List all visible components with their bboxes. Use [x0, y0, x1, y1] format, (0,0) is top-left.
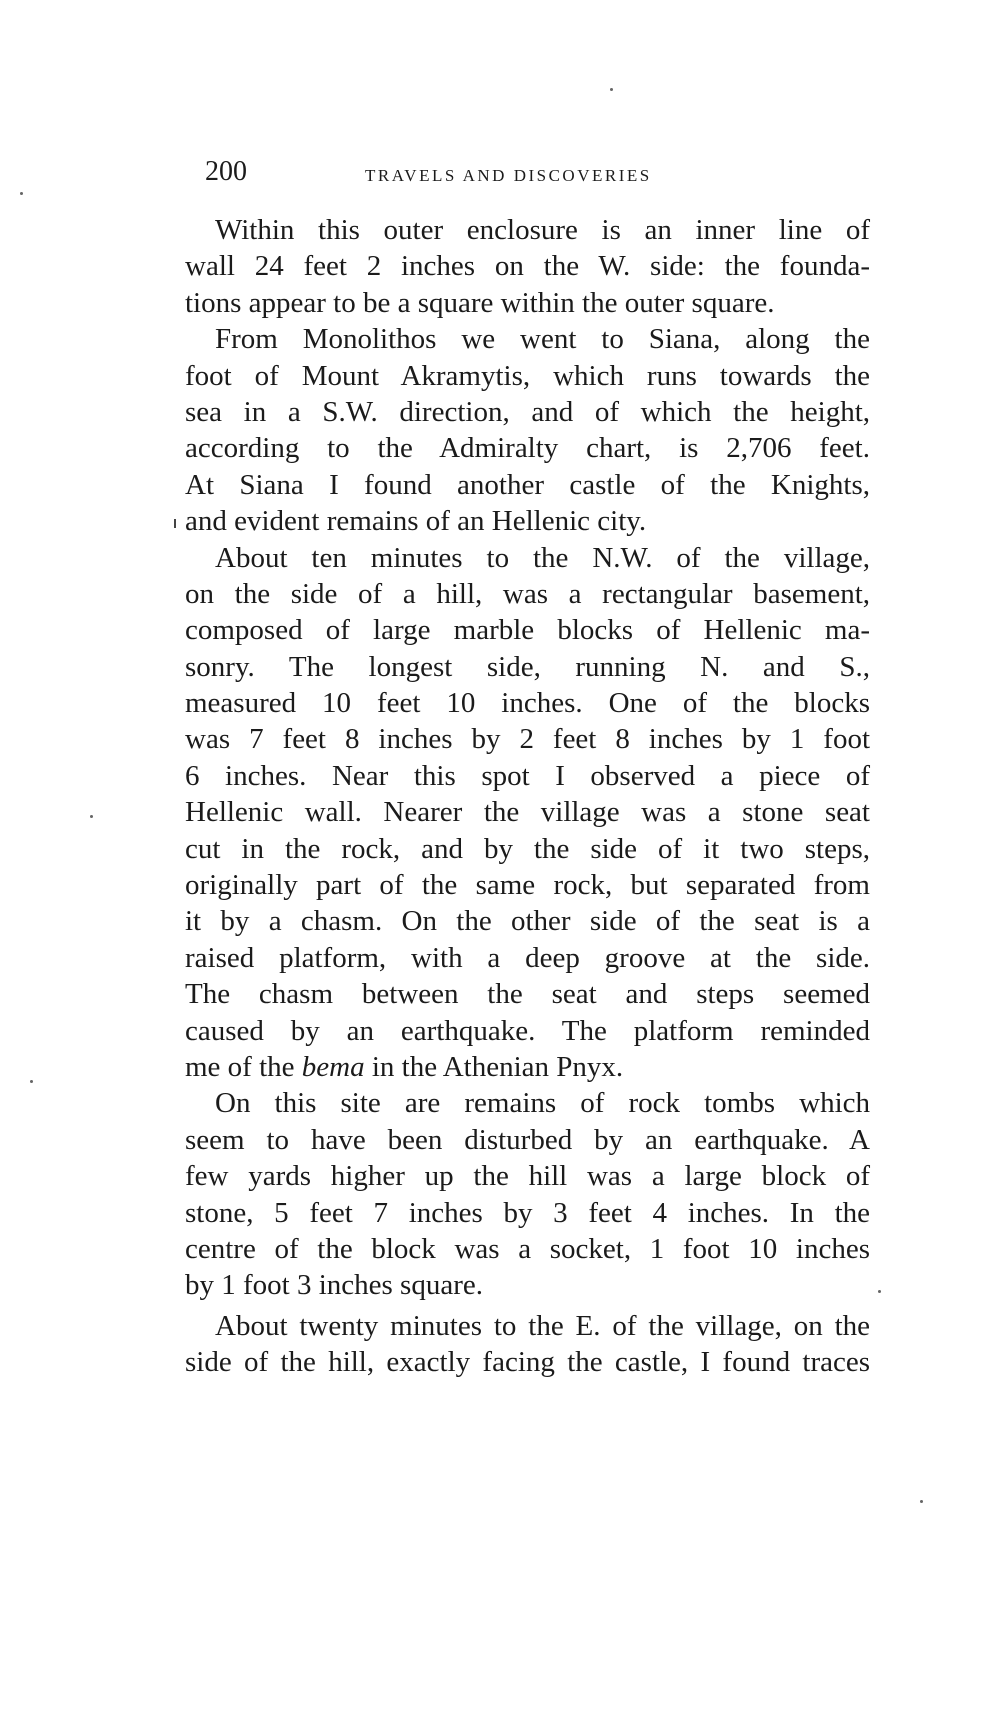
- text-line: raised platform, with a deep groove at the side.: [185, 941, 870, 974]
- text-line: measured 10 feet 10 inches. One of the blocks: [185, 687, 870, 720]
- text-line: was 7 feet 8 inches by 2 feet 8 inches by 1 foot: [185, 723, 870, 756]
- paragraph: [185, 1308, 870, 1381]
- text-line: stone, 5 feet 7 inches by 3 feet 4 inches. In the: [185, 1196, 870, 1229]
- text-line: by 1 foot 3 inches square.: [185, 1269, 483, 1302]
- text-line: originally part of the same rock, but separated from: [185, 869, 870, 902]
- running-head-title: TRAVELS AND DISCOVERIES: [365, 166, 652, 185]
- print-speck: [174, 519, 176, 528]
- text-line: About twenty minutes to the E. of the village, on the: [215, 1309, 870, 1342]
- text-line: sonry. The longest side, running N. and S.,: [185, 650, 870, 683]
- text-line: foot of Mount Akramytis, which runs towards the: [185, 359, 870, 392]
- print-speck: [878, 1290, 881, 1293]
- paragraph: [185, 540, 870, 1086]
- text-line: wall 24 feet 2 inches on the W. side: the founda-: [185, 250, 870, 283]
- paragraph: [185, 1085, 870, 1303]
- text-line: tions appear to be a square within the outer square.: [185, 286, 775, 319]
- print-speck: [90, 815, 93, 818]
- text-line: On this site are remains of rock tombs which: [215, 1087, 870, 1120]
- text-line: centre of the block was a socket, 1 foot 10 inches: [185, 1232, 870, 1265]
- paragraph: [185, 321, 870, 539]
- text-line: on the side of a hill, was a rectangular basement,: [185, 577, 870, 610]
- print-speck: [920, 1500, 923, 1503]
- text-line: few yards higher up the hill was a large block of: [185, 1160, 870, 1193]
- print-speck: [20, 192, 23, 195]
- print-speck: [30, 1080, 33, 1083]
- text-line: Hellenic wall. Nearer the village was a stone seat: [185, 796, 870, 829]
- text-line: Within this outer enclosure is an inner line of: [215, 214, 870, 246]
- text-line: it by a chasm. On the other side of the seat is a: [185, 905, 870, 938]
- text-line: About ten minutes to the N.W. of the village,: [215, 541, 870, 574]
- text-line: cut in the rock, and by the side of it two steps,: [185, 832, 870, 865]
- paragraph: [185, 212, 870, 321]
- text-line: side of the hill, exactly facing the castle, I found traces: [185, 1346, 870, 1379]
- body-text: [185, 212, 870, 1381]
- text-line: me of the bema in the Athenian Pnyx.: [185, 1050, 624, 1083]
- text-line: The chasm between the seat and steps seemed: [185, 978, 870, 1011]
- page-number: 200: [205, 156, 247, 187]
- text-line: and evident remains of an Hellenic city.: [185, 505, 647, 538]
- print-speck: [610, 88, 613, 91]
- text-line: caused by an earthquake. The platform reminded: [185, 1014, 870, 1047]
- text-line: sea in a S.W. direction, and of which the height,: [185, 395, 870, 428]
- text-line: 6 inches. Near this spot I observed a piece of: [185, 759, 870, 792]
- running-head: [205, 156, 895, 196]
- italic-term: bema: [301, 1050, 365, 1083]
- text-line: At Siana I found another castle of the Knights,: [185, 468, 870, 501]
- text-line: composed of large marble blocks of Hellenic ma-: [185, 614, 870, 647]
- text-line: according to the Admiralty chart, is 2,706 feet.: [185, 432, 870, 465]
- text-line: seem to have been disturbed by an earthquake. A: [185, 1123, 870, 1156]
- text-line: From Monolithos we went to Siana, along the: [215, 323, 870, 356]
